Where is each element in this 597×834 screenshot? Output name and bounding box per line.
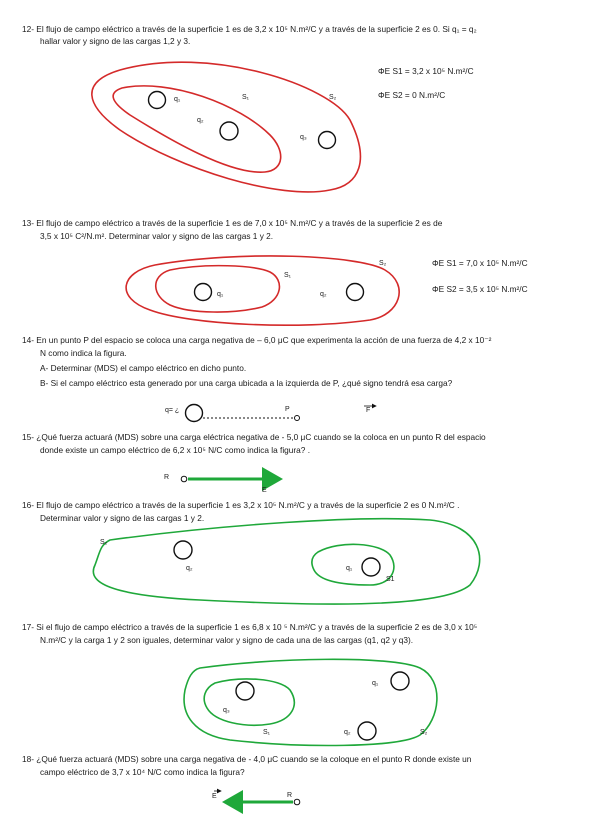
charge-q1-label: q₁ (346, 565, 353, 572)
charge-q2-label: q₂ (186, 565, 193, 572)
surface-s2-label: S₂ (329, 94, 337, 101)
surface-s2-label: S₂ (420, 729, 428, 736)
charge-q2-label: q₂ (344, 729, 351, 736)
problem-13-line-1: 13- El flujo de campo eléctrico a través de la superficie 1 es de 7,0 x 10⁵ N.m²/C y a través de la superficie 2 es de (22, 218, 443, 228)
charge-q2-circle (174, 541, 192, 559)
flux-s1-label: ΦE S1 = 7,0 x 10⁵ N.m²/C (432, 258, 528, 268)
surface-s1-label: S₁ (263, 729, 271, 736)
problem-14-line-1: 14- En un punto P del espacio se coloca una carga negativa de – 6,0 μC que experimenta la acción de una fuerza de 4,2 x 10⁻² (22, 335, 492, 345)
problem-14-line-2: N como indica la figura. (40, 348, 127, 358)
point-r-label: R (287, 792, 293, 799)
flux-s1-label: ΦE S1 = 3,2 x 10⁵ N.m²/C (378, 66, 474, 76)
problem-14-item-a: A- Determinar (MDS) el campo eléctrico en dicho punto. (40, 363, 247, 373)
flux-s2-label: ΦE S2 = 3,5 x 10⁵ N.m²/C (432, 284, 528, 294)
charge-q1-circle (195, 284, 212, 301)
charge-q1-label: q₁ (217, 291, 224, 298)
charge-q2-label: q₂ (320, 291, 327, 298)
charge-q-label: q= ¿ (165, 407, 180, 414)
surface-s1-label: S₁ (242, 94, 250, 101)
point-p-label: P (285, 406, 290, 413)
problem-15-line-1: 15- ¿Qué fuerza actuará (MDS) sobre una carga eléctrica negativa de - 5,0 μC cuando se la coloca en un punto R del espacio (22, 432, 486, 442)
charge-q3-label: q₃ (223, 707, 230, 714)
charge-q1-circle (149, 92, 166, 109)
charge-q2-circle (358, 722, 376, 740)
charge-q3-circle (319, 132, 336, 149)
surface-s1-inner (113, 86, 281, 172)
surface-s1-label: S1 (386, 576, 395, 583)
problem-16-line-1: 16- El flujo de campo eléctrico a través de la superficie 1 es 3,2 x 10⁵ N.m²/C y a través de la superficie 2 es 0 N.m²/C . (22, 500, 460, 510)
charge-q-circle (186, 405, 203, 422)
problem-16-line-2: Determinar valor y signo de las cargas 1 y 2. (40, 513, 205, 523)
surface-s2-outer (126, 256, 399, 325)
problem-15-line-2: donde existe un campo eléctrico de 6,2 x 10⁵ N/C como indica la figura? . (40, 445, 311, 455)
problem-14-item-b: B- Si el campo eléctrico esta generado por una carga ubicada a la izquierda de P, ¿qué signo tendrá esa carga? (40, 378, 453, 388)
charge-q2-circle (347, 284, 364, 301)
problem-12-line-1: 12- El flujo de campo eléctrico a través de la superficie 1 es de 3,2 x 10⁵ N.m²/C y a través de la superficie 2 es 0. Si q₁ = q₂ (22, 24, 477, 34)
charge-q3-label: q₃ (300, 134, 307, 141)
point-r-label: R (164, 474, 170, 481)
problem-17-line-2: N.m²/C y la carga 1 y 2 son iguales, determinar valor y signo de cada una de las cargas (q1, q2 y q3). (40, 635, 414, 645)
surface-s1-inner (312, 544, 394, 585)
force-label: F (366, 407, 371, 414)
charge-q1-circle (362, 558, 380, 576)
field-label: E (262, 487, 267, 494)
charge-q1-circle (391, 672, 409, 690)
surface-s2-label: S₂ (100, 539, 108, 546)
charge-q1-label: q₁ (372, 680, 379, 687)
surface-s2-outer (92, 62, 361, 192)
problem-17-line-1: 17- Si el flujo de campo eléctrico a través de la superficie 1 es 6,8 x 10 ⁵ N.m²/C y a través de la superficie 2 es de 3,0 x 10⁵ (22, 622, 478, 632)
charge-q3-circle (236, 682, 254, 700)
charge-q2-circle (220, 122, 238, 140)
problem-18-line-2: campo eléctrico de 3,7 x 10⁴ N/C como indica la figura? (40, 767, 245, 777)
point-p (295, 416, 300, 421)
problem-12-line-2: hallar valor y signo de las cargas 1,2 y 3. (40, 36, 191, 46)
point-r (294, 799, 300, 805)
charge-q1-label: q₁ (174, 96, 181, 103)
field-label: E (212, 793, 217, 800)
point-r (181, 476, 187, 482)
surface-s1-inner (204, 679, 294, 725)
surface-s2-outer (93, 519, 479, 604)
surface-s1-label: S₁ (284, 272, 292, 279)
problem-18-line-1: 18- ¿Qué fuerza actuará (MDS) sobre una carga negativa de - 4,0 μC cuando se la coloque en el punto R donde existe un (22, 754, 472, 764)
surface-s2-label: S₂ (379, 260, 387, 267)
charge-q2-label: q₂ (197, 117, 204, 124)
flux-s2-label: ΦE S2 = 0 N.m²/C (378, 90, 446, 100)
problem-13-line-2: 3,5 x 10⁵ C²/N.m². Determinar valor y signo de las cargas 1 y 2. (40, 231, 274, 241)
